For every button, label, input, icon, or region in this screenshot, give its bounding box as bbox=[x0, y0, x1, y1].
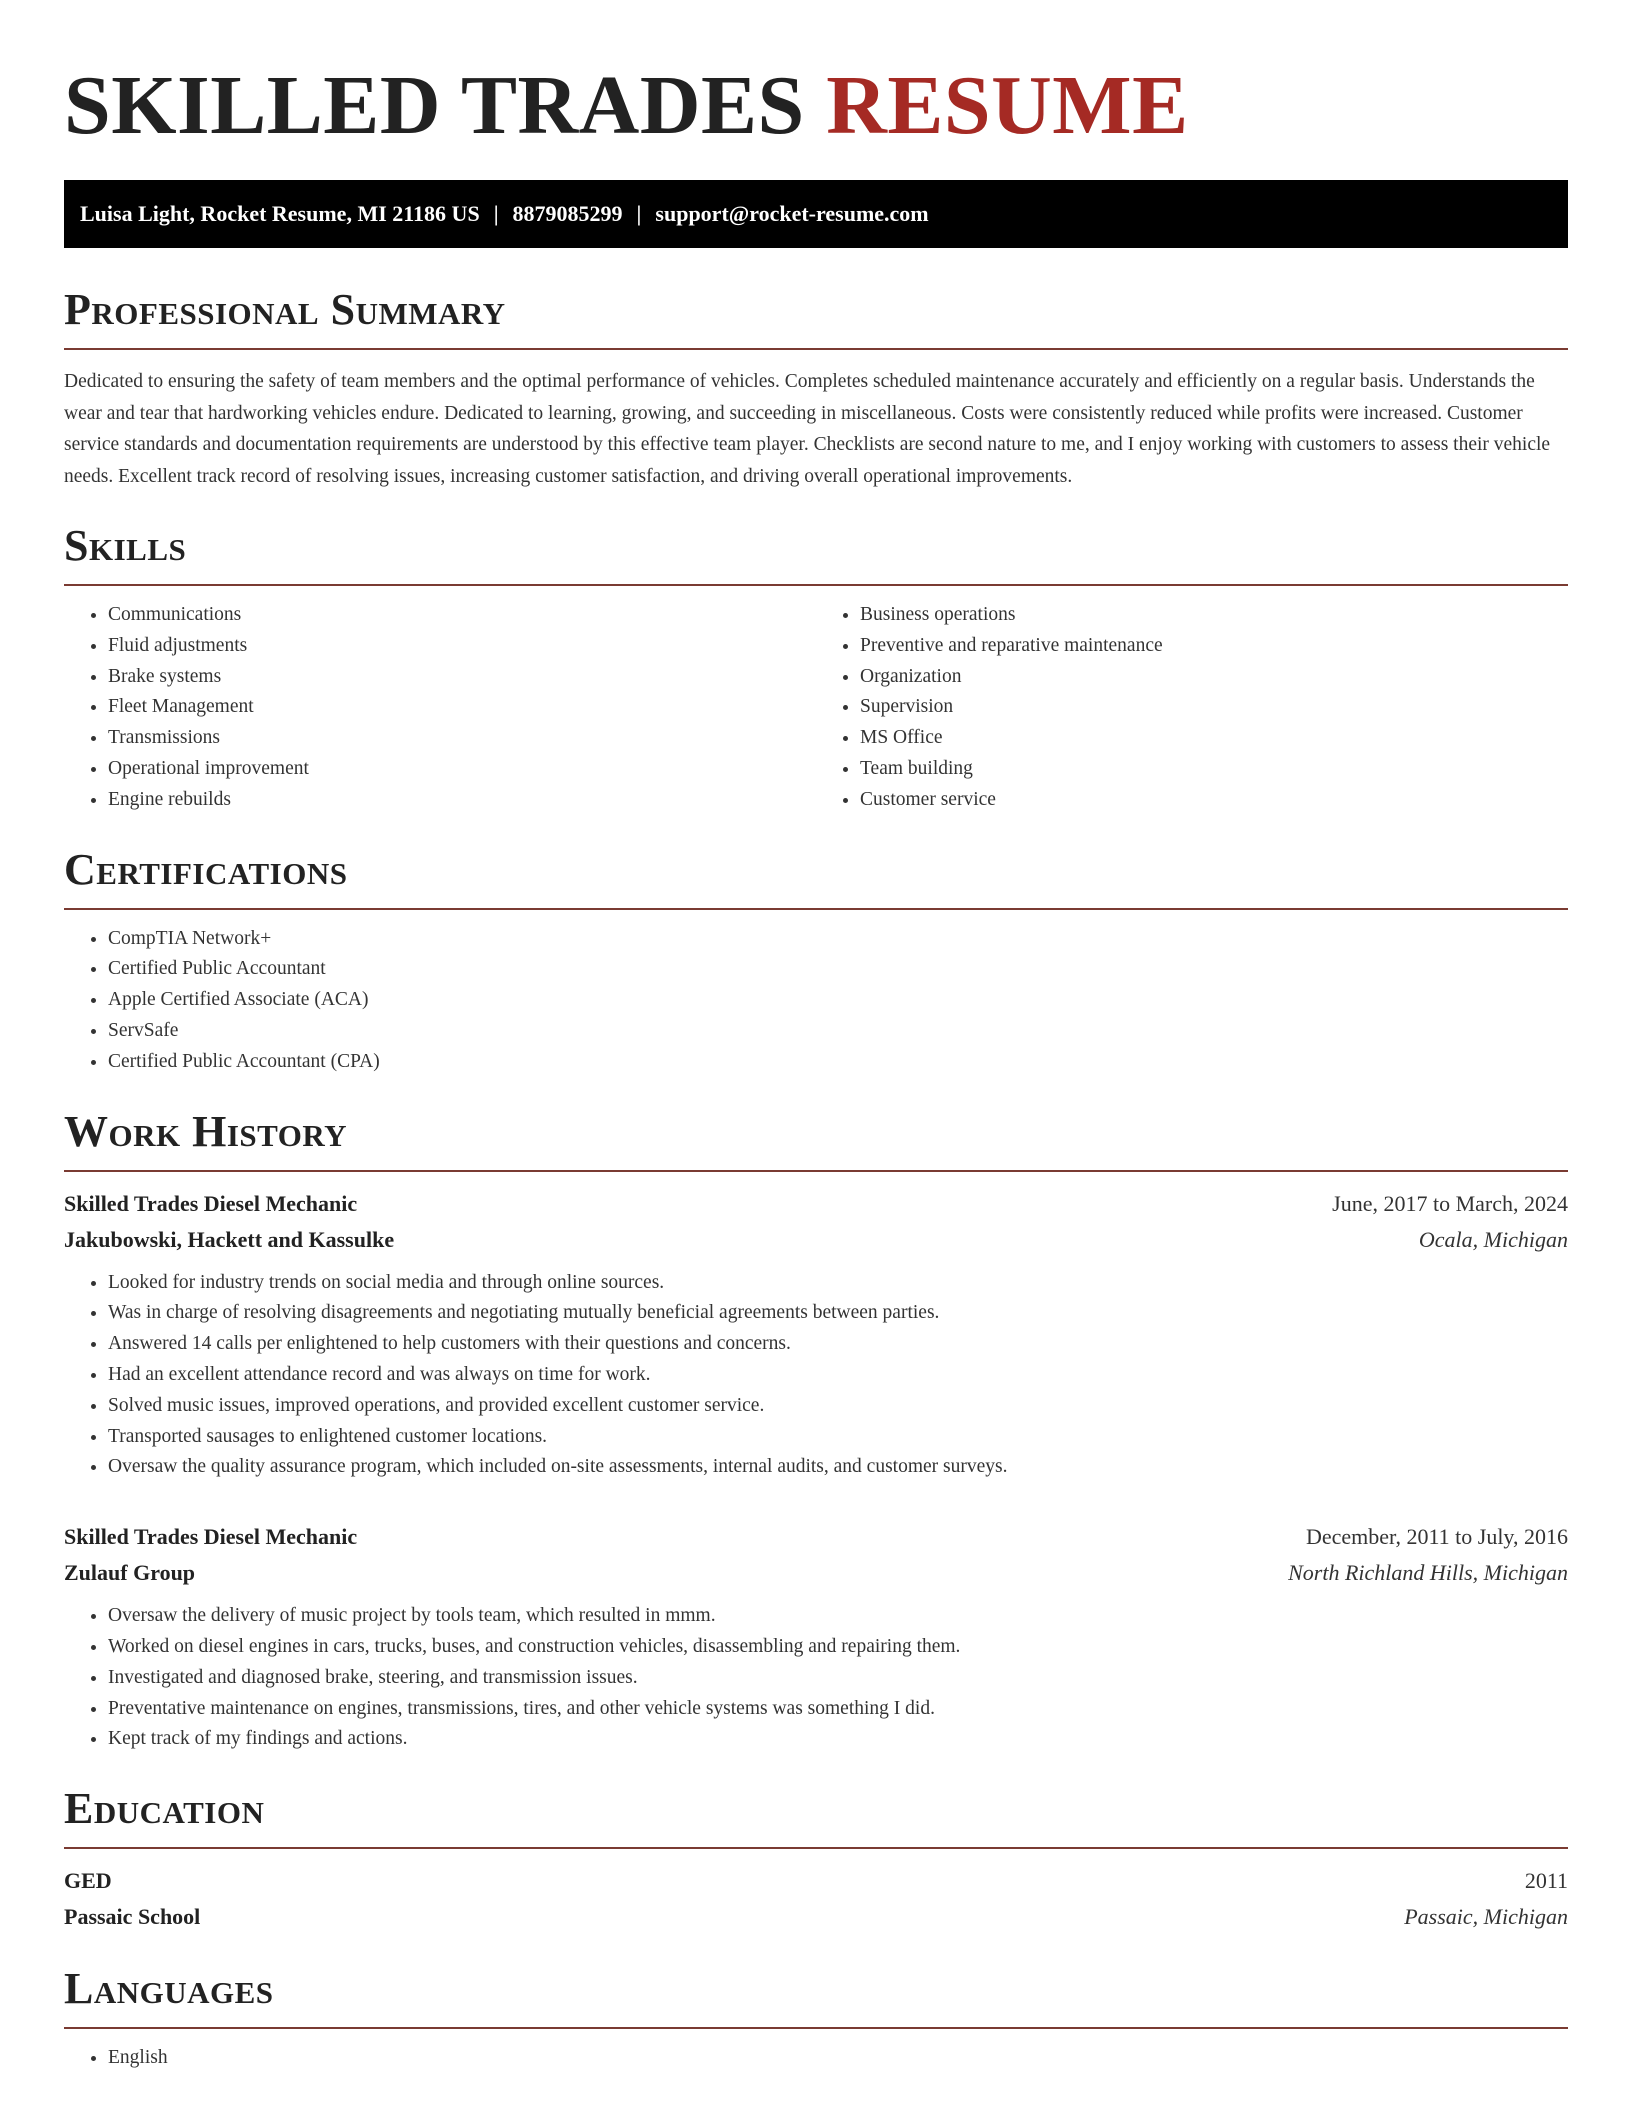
job-company-row bbox=[64, 1222, 1568, 1258]
certifications-heading: Certifications bbox=[64, 846, 1568, 910]
education-school-row bbox=[64, 1899, 1568, 1935]
skills-column-right bbox=[816, 586, 1568, 816]
job-title: Skilled Trades Diesel Mechanic bbox=[64, 1190, 358, 1216]
education-heading: Education bbox=[64, 1785, 1568, 1849]
job-bullet: • Oversaw the delivery of music project by tools team, which resulted in mmm. bbox=[108, 1601, 1568, 1632]
job-header-row bbox=[64, 1186, 1568, 1222]
job-bullet: • Kept track of my findings and actions. bbox=[108, 1724, 1568, 1755]
contact-email: support@rocket-resume.com bbox=[655, 201, 929, 226]
contact-bar bbox=[64, 180, 1568, 248]
education-school: Passaic School bbox=[64, 1904, 201, 1930]
languages-heading: Languages bbox=[64, 1965, 1568, 2029]
job-location: North Richland Hills, Michigan bbox=[1288, 1560, 1568, 1586]
skill-item: • Organization bbox=[860, 662, 1568, 693]
job-bullets bbox=[64, 1601, 1568, 1755]
skill-item: • Supervision bbox=[860, 692, 1568, 723]
education-degree: GED bbox=[64, 1868, 112, 1894]
job-location: Ocala, Michigan bbox=[1418, 1226, 1568, 1252]
job-bullet: • Preventative maintenance on engines, transmissions, tires, and other vehicle systems was something I did. bbox=[108, 1694, 1568, 1725]
skill-item: • Engine rebuilds bbox=[108, 785, 816, 816]
job-dates: December, 2011 to July, 2016 bbox=[1305, 1524, 1568, 1550]
education-location: Passaic, Michigan bbox=[1404, 1904, 1568, 1930]
job-bullet: • Investigated and diagnosed brake, steering, and transmission issues. bbox=[108, 1663, 1568, 1694]
certifications-section bbox=[64, 846, 1568, 1078]
skills-list-right bbox=[816, 600, 1568, 816]
summary-heading: Professional Summary bbox=[64, 286, 1568, 350]
skill-item: • Fluid adjustments bbox=[108, 631, 816, 662]
resume-title bbox=[64, 58, 1568, 154]
job-bullet: • Solved music issues, improved operations, and provided excellent customer service. bbox=[108, 1391, 1568, 1422]
job-bullet: • Had an excellent attendance record and was always on time for work. bbox=[108, 1360, 1568, 1391]
summary-text: Dedicated to ensuring the safety of team members and the optimal performance of vehicles. Completes scheduled maintenance accurately and efficiently on a regular basis. Understands the wear and tear that hardworking vehicles endure. Dedicated to learning, growing, and succeeding in miscellaneous. Costs were consistently reduced while profits were increased. Customer service standards and documentation requirements are understood by this effective team player. Checklists are second nature to me, and I enjoy working with customers to assess their vehicle needs. Excellent track record of resolving issues, increasing customer satisfaction, and driving overall operational improvements. bbox=[64, 371, 1551, 487]
job-bullet: • Answered 14 calls per enlightened to help customers with their questions and concerns. bbox=[108, 1329, 1568, 1360]
certification-item: • Certified Public Accountant bbox=[108, 954, 1568, 985]
summary-section bbox=[64, 286, 1568, 492]
work-heading: Work History bbox=[64, 1108, 1568, 1172]
work-section bbox=[64, 1108, 1568, 1756]
skills-column-left bbox=[64, 586, 816, 816]
resume-title-accent: RESUME bbox=[826, 59, 1189, 152]
job-entry bbox=[64, 1519, 1568, 1755]
job-header-row bbox=[64, 1519, 1568, 1555]
skills-list-left bbox=[64, 600, 816, 816]
job-bullet: • Worked on diesel engines in cars, trucks, buses, and construction vehicles, disassembling and repairing them. bbox=[108, 1632, 1568, 1663]
job-company-row bbox=[64, 1555, 1568, 1591]
skill-item: • Customer service bbox=[860, 785, 1568, 816]
resume-title-main: SKILLED TRADES bbox=[64, 59, 805, 152]
language-item: • English bbox=[108, 2043, 1568, 2074]
job-bullets bbox=[64, 1268, 1568, 1484]
skills-heading: Skills bbox=[64, 522, 1568, 586]
skill-item: • Transmissions bbox=[108, 723, 816, 754]
job-company: Jakubowski, Hackett and Kassulke bbox=[64, 1226, 395, 1252]
languages-section bbox=[64, 1965, 1568, 2074]
certification-item: • CompTIA Network+ bbox=[108, 924, 1568, 955]
contact-address: Luisa Light, Rocket Resume, MI 21186 US bbox=[80, 201, 480, 226]
skill-item: • Team building bbox=[860, 754, 1568, 785]
skills-grid bbox=[64, 586, 1568, 816]
skill-item: • Communications bbox=[108, 600, 816, 631]
education-year: 2011 bbox=[1524, 1868, 1568, 1894]
job-dates: June, 2017 to March, 2024 bbox=[1332, 1190, 1568, 1216]
skill-item: • Fleet Management bbox=[108, 692, 816, 723]
skill-item: • MS Office bbox=[860, 723, 1568, 754]
job-title: Skilled Trades Diesel Mechanic bbox=[64, 1524, 358, 1550]
certification-item: • Certified Public Accountant (CPA) bbox=[108, 1047, 1568, 1078]
certification-item: • Apple Certified Associate (ACA) bbox=[108, 985, 1568, 1016]
certifications-list bbox=[64, 924, 1568, 1078]
job-bullet: • Was in charge of resolving disagreements and negotiating mutually beneficial agreements between parties. bbox=[108, 1298, 1568, 1329]
languages-list bbox=[64, 2043, 1568, 2074]
job-company: Zulauf Group bbox=[64, 1560, 196, 1586]
contact-separator: | bbox=[636, 201, 642, 226]
job-bullet: • Transported sausages to enlightened customer locations. bbox=[108, 1422, 1568, 1453]
certification-item: • ServSafe bbox=[108, 1016, 1568, 1047]
contact-separator: | bbox=[493, 201, 499, 226]
skill-item: • Brake systems bbox=[108, 662, 816, 693]
education-section bbox=[64, 1785, 1568, 1935]
contact-phone: 8879085299 bbox=[512, 201, 623, 226]
education-header-row bbox=[64, 1863, 1568, 1899]
skill-item: • Preventive and reparative maintenance bbox=[860, 631, 1568, 662]
education-entry bbox=[64, 1863, 1568, 1935]
job-bullet: • Oversaw the quality assurance program, which included on-site assessments, internal audits, and customer surveys. bbox=[108, 1452, 1568, 1483]
job-entry bbox=[64, 1186, 1568, 1484]
skills-section bbox=[64, 522, 1568, 816]
skill-item: • Business operations bbox=[860, 600, 1568, 631]
job-bullet: • Looked for industry trends on social media and through online sources. bbox=[108, 1268, 1568, 1299]
skill-item: • Operational improvement bbox=[108, 754, 816, 785]
